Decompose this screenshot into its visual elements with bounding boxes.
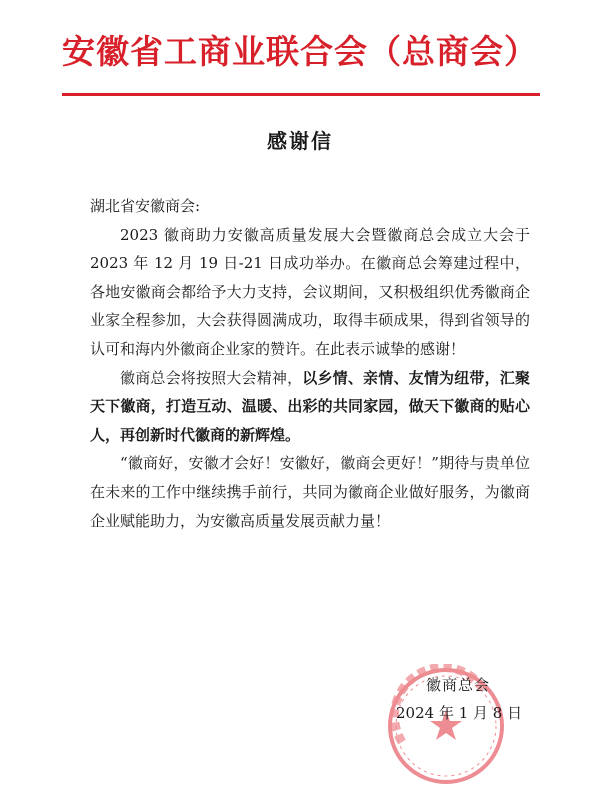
signature-block (380, 666, 550, 776)
salutation: 湖北省安徽商会: (90, 197, 201, 215)
signature-date: 2024 年 1 月 8 日 (396, 704, 523, 722)
letterhead-red-rule (62, 93, 540, 96)
paragraph-3: “徽商好，安徽才会好！安徽好，徽商会更好！”期待与贵单位在未来的工作中继续携手前行，共同为徽商企业做好服务，为徽商企业赋能助力，为安徽高质量发展贡献力量！ (90, 454, 530, 530)
paragraph-1: 2023 徽商助力安徽高质量发展大会暨徽商总会成立大会于 2023 年 12 月 19 日-21 日成功举办。在徽商总会筹建过程中，各地安徽商会都给予大力支持，会议期间，又积极组织优秀徽商企业家全程参加，大会获得圆满成功，取得丰硕成果，得到省领导的认可和海内外徽商企业家的赞许。在此表示诚挚的感谢！ (90, 225, 530, 358)
paragraph-2-emphasis: 以乡情、亲情、友情为纽带，汇聚天下徽商，打造互动、温暖、出彩的共同家园，做天下徽商的贴心人，再创新时代徽商的新辉煌。 (90, 368, 530, 444)
document-title: 感谢信 (267, 129, 333, 153)
paragraph-2 (90, 364, 530, 450)
letter-body (90, 192, 530, 535)
signature-name: 徽商总会 (426, 676, 491, 694)
letterhead-org-name: 安徽省工商业联合会（总商会） (62, 32, 538, 71)
paragraph-2-lead: 徽商总会将按照大会精神， (120, 368, 303, 387)
